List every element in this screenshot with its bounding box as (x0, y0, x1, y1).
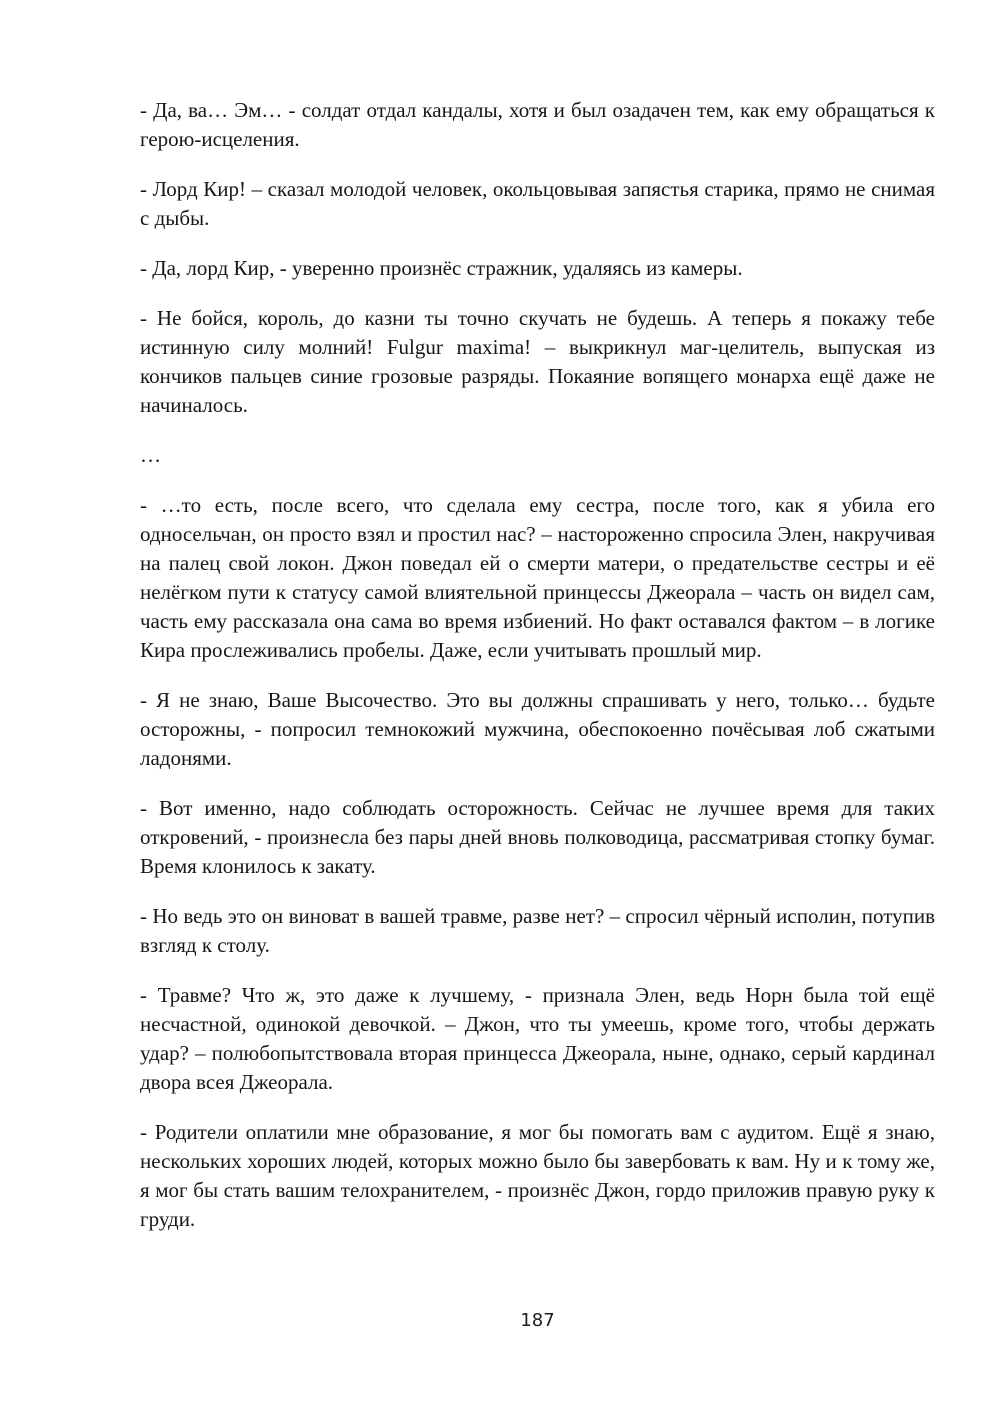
paragraph: - Вот именно, надо соблюдать осторожность. Сейчас не лучшее время для таких откровений, - произнесла без пары дней вновь полководица, рассматривая стопку бумаг. Время клонилось к закату. (140, 796, 935, 878)
paragraph: - Травме? Что ж, это даже к лучшему, - признала Элен, ведь Норн была той ещё несчастной, одинокой девочкой. – Джон, что ты умеешь, кроме того, чтобы держать удар? – полюбопытствовала вторая принцесса Джеорала, ныне, однако, серый кардинал двора всея Джеорала. (140, 983, 935, 1094)
paragraph: - …то есть, после всего, что сделала ему сестра, после того, как я убила его односельчан, он просто взял и простил нас? – настороженно спросила Элен, накручивая на палец свой локон. Джон поведал ей о смерти матери, о предательстве сестры и её нелёгком пути к статусу самой влиятельной принцессы Джеорала – часть он видел сам, часть ему рассказала она сама во время избиений. Но факт оставался фактом – в логике Кира прослеживались пробелы. Даже, если учитывать прошлый мир. (140, 493, 935, 662)
paragraph: - Я не знаю, Ваше Высочество. Это вы должны спрашивать у него, только… будьте осторожны, - попросил темнокожий мужчина, обеспокоенно почёсывая лоб сжатыми ладонями. (140, 688, 935, 770)
paragraph: - Да, ва… Эм… - солдат отдал кандалы, хотя и был озадачен тем, как ему обращаться к герою-исцеления. (140, 98, 935, 151)
paragraph: - Не бойся, король, до казни ты точно скучать не будешь. А теперь я покажу тебе истинную силу молний! Fulgur maxima! – выкрикнул маг-целитель, выпуская из кончиков пальцев синие грозовые разряды. Покаяние вопящего монарха ещё даже не начиналось. (140, 306, 935, 417)
paragraph: - Лорд Кир! – сказал молодой человек, окольцовывая запястья старика, прямо не снимая с дыбы. (140, 177, 935, 230)
paragraph: - Да, лорд Кир, - уверенно произнёс стражник, удаляясь из камеры. (140, 256, 743, 280)
paragraph: - Родители оплатили мне образование, я мог бы помогать вам с аудитом. Ещё я знаю, нескольких хороших людей, которых можно было бы завербовать к вам. Ну и к тому же, я мог бы стать вашим телохранителем, - произнёс Джон, гордо приложив правую руку к груди. (140, 1120, 935, 1231)
text-block (140, 96, 935, 1255)
paragraph: - Но ведь это он виноват в вашей травме, разве нет? – спросил чёрный исполин, потупив взгляд к столу. (140, 904, 935, 957)
page-number: 187 (520, 1310, 555, 1331)
paragraph-ellipsis: … (140, 443, 161, 467)
